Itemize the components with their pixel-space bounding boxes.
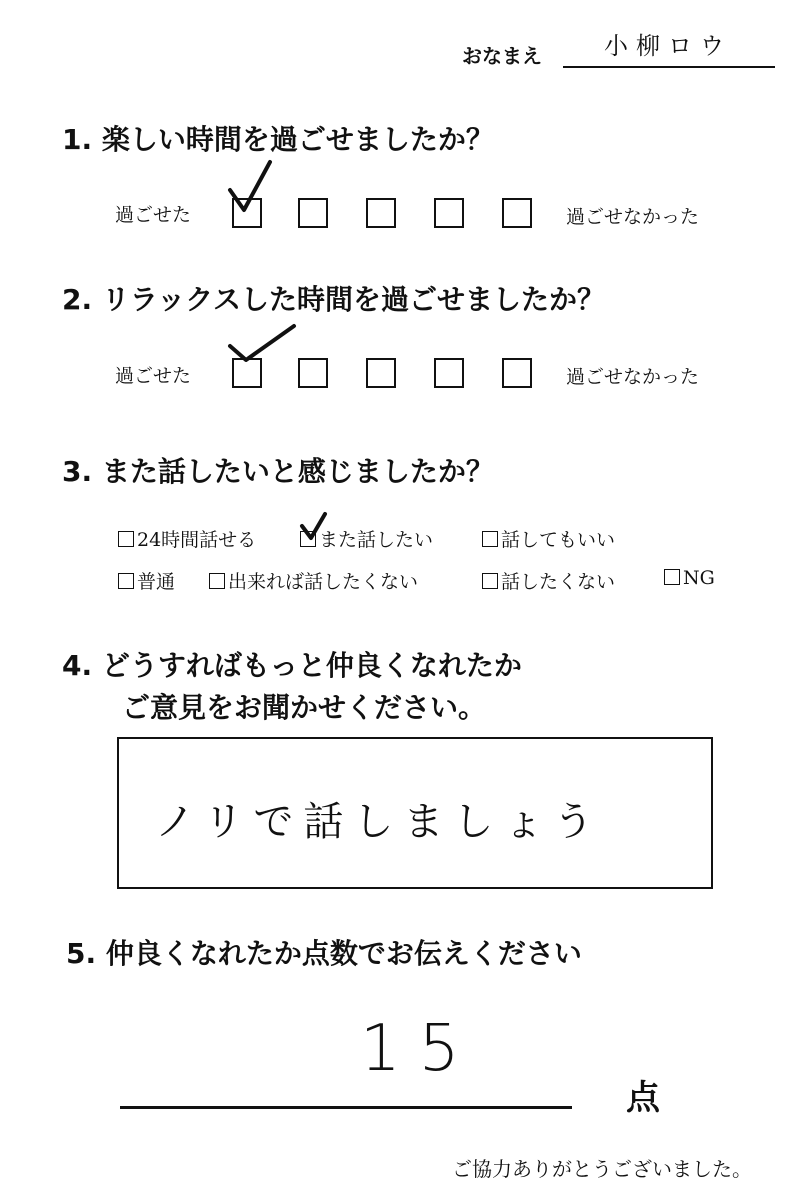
name-value[interactable]: 小柳ロウ [604, 32, 732, 60]
q1-scale-box-2[interactable] [298, 198, 328, 228]
q3-option-checkbox[interactable] [209, 573, 225, 589]
name-label: おなまえ [462, 44, 542, 68]
q3-option-do-not-want[interactable] [482, 567, 615, 594]
q3-option-checkbox[interactable] [664, 569, 680, 585]
q3-option-normal[interactable] [118, 567, 175, 594]
q1-checkmark-icon [226, 160, 286, 220]
q3-option-label: NG [683, 567, 715, 589]
name-underline [563, 66, 775, 68]
question-2-title: 2. リラックスした時間を過ごせましたか？ [62, 283, 606, 316]
q3-option-label: 話したくない [501, 571, 616, 593]
q3-option-label: 出来れば話したくない [228, 571, 419, 593]
q1-scale-box-3[interactable] [366, 198, 396, 228]
q3-option-ng[interactable] [664, 567, 715, 589]
q3-option-ok-to-talk[interactable] [482, 525, 615, 552]
question-4-title-line1: 4. どうすればもっと仲良くなれたか [62, 649, 522, 682]
q3-checkmark-icon [299, 512, 339, 548]
q3-option-24h[interactable] [118, 525, 256, 552]
q2-checkmark-icon [226, 324, 306, 374]
q5-score-value[interactable]: 15 [360, 1012, 478, 1086]
q1-scale-right-label: 過ごせなかった [566, 206, 700, 228]
q3-option-label: また話したい [319, 529, 434, 551]
q2-scale-left-label: 過ごせた [115, 365, 192, 387]
q2-scale-box-4[interactable] [434, 358, 464, 388]
question-4-title-line2: ご意見をお聞かせください。 [122, 691, 487, 724]
q1-scale-box-4[interactable] [434, 198, 464, 228]
q3-option-checkbox[interactable] [482, 573, 498, 589]
question-1-title: 1. 楽しい時間を過ごせましたか？ [62, 123, 494, 156]
q3-option-checkbox[interactable] [118, 573, 134, 589]
question-5-title: 5. 仲良くなれたか点数でお伝えください [66, 937, 582, 970]
q3-option-prefer-not[interactable] [209, 567, 418, 594]
q5-score-unit: 点 [626, 1078, 660, 1118]
q2-scale-box-3[interactable] [366, 358, 396, 388]
q1-scale-left-label: 過ごせた [115, 204, 192, 226]
question-4-title [62, 645, 522, 729]
q5-score-underline [120, 1106, 572, 1109]
q2-scale-box-5[interactable] [502, 358, 532, 388]
q3-option-label: 24時間話せる [137, 529, 257, 551]
q3-option-checkbox[interactable] [482, 531, 498, 547]
q3-option-label: 普通 [137, 571, 176, 593]
q3-option-label: 話してもいい [501, 529, 616, 551]
q4-answer-text: ノリで話しましょう [155, 799, 604, 845]
q2-scale-right-label: 過ごせなかった [566, 366, 700, 388]
question-3-title: 3. また話したいと感じましたか？ [62, 455, 494, 488]
footer-thanks: ご協力ありがとうございました。 [452, 1157, 752, 1181]
q3-option-checkbox[interactable] [118, 531, 134, 547]
q1-scale-box-5[interactable] [502, 198, 532, 228]
